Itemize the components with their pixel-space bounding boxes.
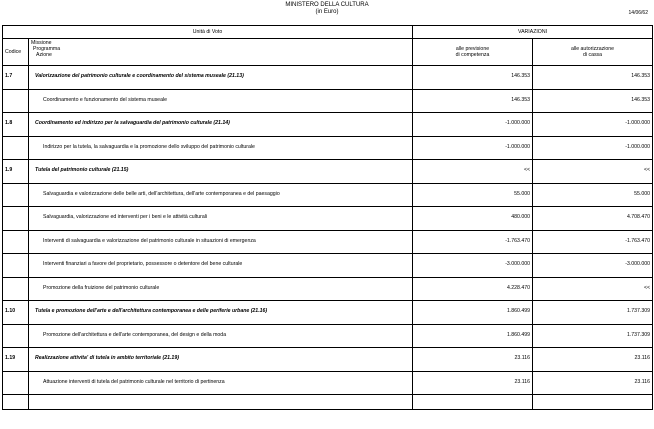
- col-codice-header: Codice: [3, 39, 29, 66]
- row-code: 1.8: [3, 113, 29, 137]
- table-row: [3, 89, 653, 113]
- row-cassa-value: 23.116: [533, 348, 653, 372]
- table-row: [3, 183, 653, 207]
- row-code: [3, 230, 29, 254]
- row-cassa-value: -1.000.000: [533, 136, 653, 160]
- row-cassa-value: <<: [533, 160, 653, 184]
- row-cassa-value: -1.763.470: [533, 230, 653, 254]
- row-competenza-value: -1.763.470: [413, 230, 533, 254]
- table-body: [3, 66, 653, 395]
- row-cassa-value: -1.000.000: [533, 113, 653, 137]
- row-label: Coordinamento ed indirizzo per la salvaguardia del patrimonio culturale (21.14): [29, 113, 413, 137]
- header-row-2: [3, 39, 653, 66]
- row-code: 1.9: [3, 160, 29, 184]
- table-row: [3, 160, 653, 184]
- row-competenza-value: 1.860.499: [413, 324, 533, 348]
- row-label: Interventi finanziari a favore del proprietario, possessore o detentore del bene culturale: [29, 254, 413, 278]
- row-cassa-value: 1.737.309: [533, 301, 653, 325]
- row-label: Salvaguardia e valorizzazione delle belle arti, dell'architettura, dell'arte contemporanea e del paesaggio: [29, 183, 413, 207]
- row-code: [3, 371, 29, 395]
- table-row: [3, 301, 653, 325]
- table-row: [3, 113, 653, 137]
- row-competenza-value: -3.000.000: [413, 254, 533, 278]
- row-label: Realizzazione attivita' di tutela in ambito territoriale (21.19): [29, 348, 413, 372]
- row-label: Attuazione interventi di tutela del patrimonio culturale nel territorio di pertinenza: [29, 371, 413, 395]
- table-row: [3, 324, 653, 348]
- ministry-title: MINISTERO DELLA CULTURA: [285, 2, 369, 8]
- row-code: [3, 254, 29, 278]
- table-row: [3, 136, 653, 160]
- table-row: [3, 207, 653, 231]
- row-cassa-value: 146.353: [533, 89, 653, 113]
- col-variazioni-header: VARIAZIONI: [413, 26, 653, 39]
- table-row: [3, 348, 653, 372]
- row-cassa-value: 55.000: [533, 183, 653, 207]
- currency-unit: (in Euro): [315, 9, 339, 15]
- row-cassa-value: <<: [533, 277, 653, 301]
- col-competenza-header: alle previsione di competenza: [413, 39, 533, 66]
- row-code: 1.7: [3, 66, 29, 90]
- row-cassa-value: 4.708.470: [533, 207, 653, 231]
- row-label: Tutela e promozione dell'arte e dell'architettura contemporanea e delle periferie urbane (21.16): [29, 301, 413, 325]
- row-label: Valorizzazione del patrimonio culturale e coordinamento del sistema museale (21.13): [29, 66, 413, 90]
- table-row-empty: [3, 395, 653, 410]
- col-cassa-header: alle autorizzazione di cassa: [533, 39, 653, 66]
- row-competenza-value: 23.116: [413, 371, 533, 395]
- row-label: Promozione dell'architettura e dell'arte contemporanea, del design e della moda: [29, 324, 413, 348]
- row-competenza-value: -1.000.000: [413, 113, 533, 137]
- row-code: [3, 136, 29, 160]
- row-competenza-value: 1.860.499: [413, 301, 533, 325]
- row-code: 1.10: [3, 301, 29, 325]
- table-row: [3, 230, 653, 254]
- table-row: [3, 66, 653, 90]
- row-code: [3, 89, 29, 113]
- row-label: Tutela del patrimonio culturale (21.15): [29, 160, 413, 184]
- row-label: Promozione della fruizione del patrimonio culturale: [29, 277, 413, 301]
- row-cassa-value: 23.116: [533, 371, 653, 395]
- row-competenza-value: <<: [413, 160, 533, 184]
- row-label: Coordinamento e funzionamento del sistema museale: [29, 89, 413, 113]
- row-competenza-value: -1.000.000: [413, 136, 533, 160]
- row-code: [3, 207, 29, 231]
- table-row: [3, 371, 653, 395]
- row-competenza-value: 55.000: [413, 183, 533, 207]
- table-row: [3, 254, 653, 278]
- row-label: Salvaguardia, valorizzazione ed interventi per i beni e le attività culturali: [29, 207, 413, 231]
- col-missione-header: Missione Programma Azione: [29, 39, 413, 66]
- header-row-1: [3, 26, 653, 39]
- row-code: [3, 183, 29, 207]
- row-cassa-value: 1.737.309: [533, 324, 653, 348]
- row-competenza-value: 23.116: [413, 348, 533, 372]
- variations-table: [2, 25, 653, 410]
- row-label: Indirizzo per la tutela, la salvaguardia e la promozione dello sviluppo del patrimonio culturale: [29, 136, 413, 160]
- row-competenza-value: 480.000: [413, 207, 533, 231]
- row-cassa-value: 146.353: [533, 66, 653, 90]
- row-competenza-value: 4.228.470: [413, 277, 533, 301]
- document-code: 14/06/62: [628, 10, 648, 16]
- row-code: [3, 277, 29, 301]
- row-cassa-value: -3.000.000: [533, 254, 653, 278]
- row-competenza-value: 146.353: [413, 66, 533, 90]
- row-code: 1.19: [3, 348, 29, 372]
- table-row: [3, 277, 653, 301]
- row-label: Interventi di salvaguardia e valorizzazione del patrimonio culturale in situazioni di emergenza: [29, 230, 413, 254]
- row-code: [3, 324, 29, 348]
- col-unit-header: Unità di Voto: [3, 26, 413, 39]
- row-competenza-value: 146.353: [413, 89, 533, 113]
